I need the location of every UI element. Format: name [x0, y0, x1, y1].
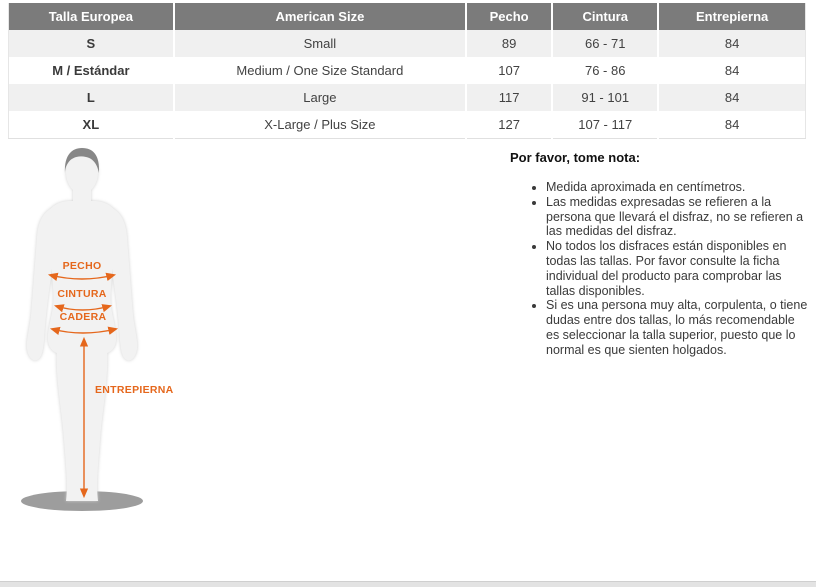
cadera-label: CADERA [59, 311, 107, 323]
size-table [8, 3, 806, 139]
list-item: • Las medidas expresadas se refieren a la persona que llevará el disfraz, no se refieren a las medidas del disfraz. [546, 195, 810, 239]
table-row [9, 30, 806, 57]
cell-entrepierna: 84 [658, 111, 805, 138]
cell-pecho: 127 [466, 111, 552, 138]
cell-american-size: Medium / One Size Standard [174, 57, 466, 84]
cell-entrepierna: 84 [658, 84, 805, 111]
list-item: • Si es una persona muy alta, corpulenta, o tiene dudas entre dos tallas, lo más recomendable es seleccionar la talla superior, puesto que lo normal es que sienten holgados. [546, 298, 810, 357]
cell-cintura: 76 - 86 [552, 57, 658, 84]
cell-talla: L [9, 84, 174, 111]
cintura-label: CINTURA [57, 288, 107, 300]
list-item: • No todos los disfraces están disponibles en todas las tallas. Por favor consulte la ficha individual del producto para comprobar las tallas disponibles. [546, 239, 810, 298]
bottom-divider [0, 581, 816, 587]
column-header-entrepierna: Entrepierna [658, 3, 805, 30]
cell-cintura: 66 - 71 [552, 30, 658, 57]
entrepierna-label: ENTREPIERNA [95, 384, 174, 396]
cell-entrepierna: 84 [658, 30, 805, 57]
cell-pecho: 117 [466, 84, 552, 111]
cell-talla: XL [9, 111, 174, 138]
cell-entrepierna: 84 [658, 57, 805, 84]
table-row [9, 84, 806, 111]
column-header-cintura: Cintura [552, 3, 658, 30]
column-header-pecho: Pecho [466, 3, 552, 30]
cell-cintura: 107 - 117 [552, 111, 658, 138]
cell-american-size: X-Large / Plus Size [174, 111, 466, 138]
pecho-label: PECHO [62, 260, 102, 272]
size-table-header-row [9, 3, 806, 30]
list-item: • Medida aproximada en centímetros. [546, 180, 810, 195]
table-row [9, 57, 806, 84]
column-header-talla-europea: Talla Europea [9, 3, 174, 30]
cell-american-size: Large [174, 84, 466, 111]
cell-talla: S [9, 30, 174, 57]
cell-american-size: Small [174, 30, 466, 57]
cell-pecho: 89 [466, 30, 552, 57]
table-row [9, 111, 806, 138]
notes-title: Por favor, tome nota: [510, 150, 641, 165]
cell-talla: M / Estándar [9, 57, 174, 84]
cell-pecho: 107 [466, 57, 552, 84]
body-measurement-diagram [10, 145, 180, 515]
notes-section [510, 150, 812, 358]
cell-cintura: 91 - 101 [552, 84, 658, 111]
size-chart-section [8, 3, 806, 139]
body-silhouette [27, 150, 137, 501]
notes-list [510, 180, 810, 358]
column-header-american-size: American Size [174, 3, 466, 30]
body-silhouette-svg [10, 145, 180, 515]
